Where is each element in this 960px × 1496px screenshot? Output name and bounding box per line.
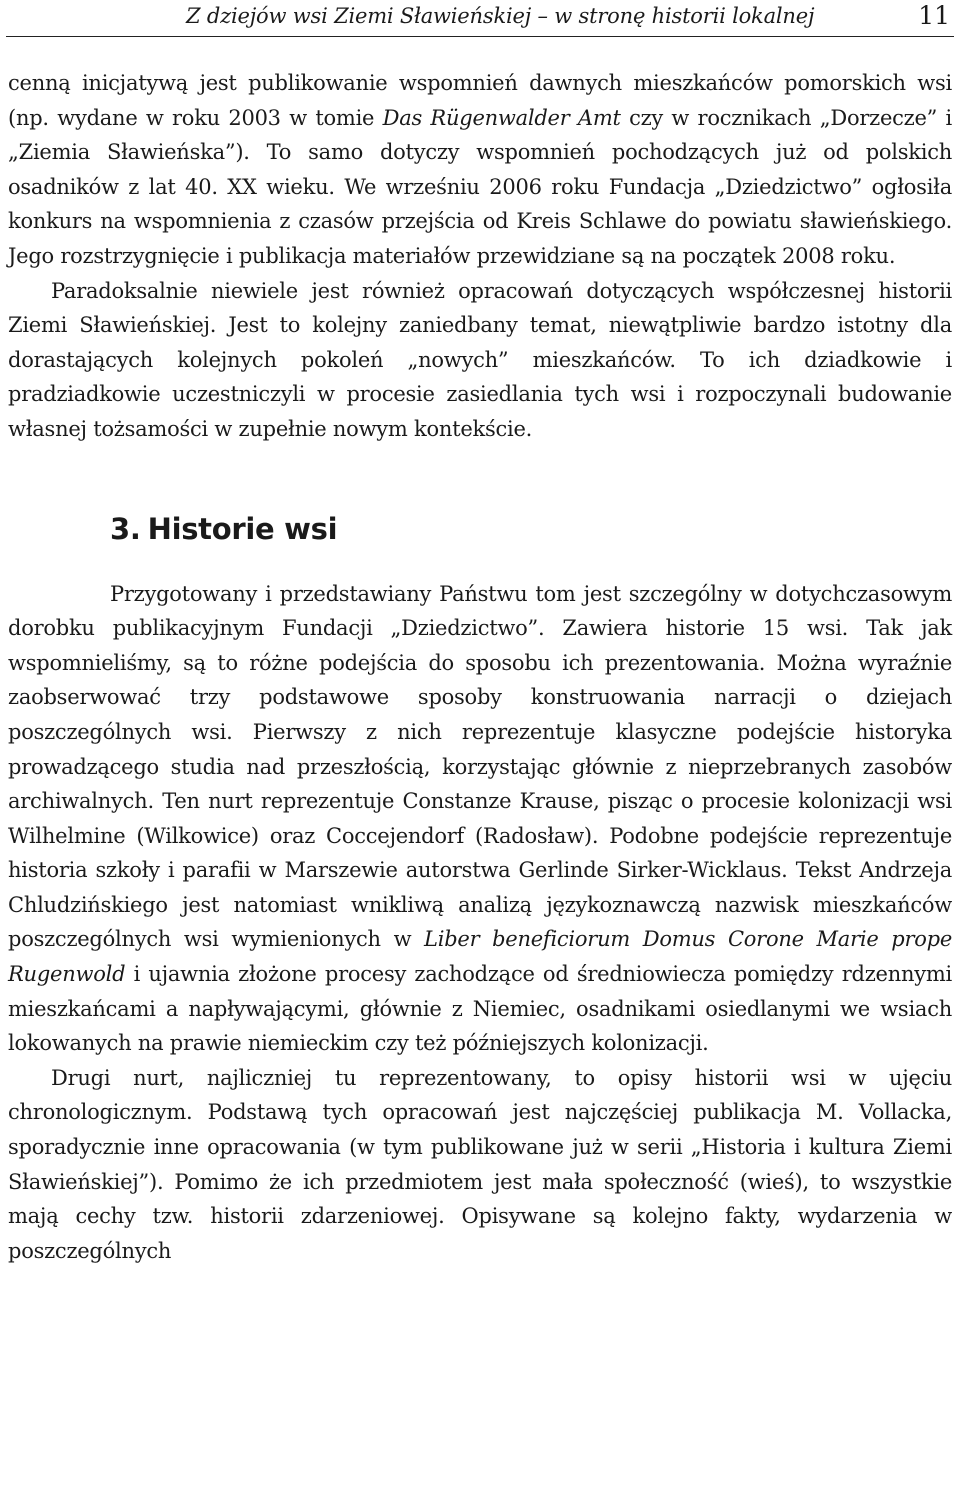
text-run: czy w rocznikach „Dorzecze” i „Ziemia Sławieńska”). To samo dotyczy wspomnień pochodzących już od polskich osadników z lat 40. XX wieku. We wrześniu 2006 roku Fundacja „Dziedzictwo” ogłosiła konkurs na wspomnienia z czasów przejścia od Kreis Schlawe do powiatu sławieńskiego. Jego rozstrzygnięcie i publikacja materiałów przewidziane są na początek 2008 roku. xyxy=(8,105,952,268)
section-title: Historie wsi xyxy=(147,511,338,546)
text-run: i ujawnia złożone procesy zachodzące od średniowiecza pomiędzy rdzennymi mieszkańcami a napływającymi, głównie z Niemiec, osadnikami osiedlanymi we wsiach lokowanych na prawie niemieckim czy też późniejszych kolonizacji. xyxy=(8,962,952,1056)
paragraph xyxy=(8,577,952,1061)
text-run: cenną inicjatywą jest publikowanie wspomnień dawnych mieszkańców pomorskich wsi (np. wydane w roku 2003 w tomie xyxy=(8,71,952,130)
section-number: 3. xyxy=(110,511,141,546)
page-body xyxy=(8,66,952,1268)
paragraph: Drugi nurt, najliczniej tu reprezentowany, to opisy historii wsi w ujęciu chronologicznym. Podstawą tych opracowań jest najczęściej publikacja M. Vollacka, sporadycznie inne opracowania (w tym publikowane już w serii „Historia i kultura Ziemi Sławieńskiej”). Pomimo że ich przedmiotem jest mała społeczność (wieś), to wszystkie mają cechy tzw. historii zdarzeniowej. Opisywane są kolejno fakty, wydarzenia w poszczególnych xyxy=(8,1065,952,1263)
paragraph xyxy=(8,66,952,274)
page-number: 11 xyxy=(918,1,950,30)
section-heading xyxy=(110,509,952,549)
italic-title: Liber beneficiorum Domus Corone Marie prope Rugenwold xyxy=(8,927,952,987)
italic-title: Das Rügenwalder Amt xyxy=(382,105,621,130)
header-title: Z dziejów wsi Ziemi Sławieńskiej – w stronę historii lokalnej xyxy=(186,4,815,28)
running-header xyxy=(6,0,954,37)
text-run: Przygotowany i przedstawiany Państwu tom jest szczególny w dotychczasowym dorobku publikacyjnym Fundacji „Dziedzictwo”. Zawiera historie 15 wsi. Tak jak wspomnieliśmy, są to różne podejścia do sposobu ich prezentowania. Można wyraźnie zaobserwować trzy podstawowe sposoby konstruowania narracji o dziejach poszczególnych wsi. Pierwszy z nich reprezentuje klasyczne podejście historyka prowadzącego studia nad przeszłością, korzystając głównie z nieprzebranych zasobów archiwalnych. Ten nurt reprezentuje Constanze Krause, pisząc o procesie kolonizacji wsi Wilhelmine (Wilkowice) oraz Coccejendorf (Radosław). Podobne podejście reprezentuje historia szkoły i parafii w Marszewie autorstwa Gerlinde Sirker-Wicklaus. Tekst Andrzeja Chludzińskiego jest natomiast wnikliwą analizą językoznawczą nazwisk mieszkańców poszczególnych wsi wymienionych w xyxy=(8,581,952,952)
paragraph: Paradoksalnie niewiele jest również opracowań dotyczących współczesnej historii Ziemi Sławieńskiej. Jest to kolejny zaniedbany temat, niewątpliwie bardzo istotny dla dorastających kolejnych pokoleń „nowych” mieszkańców. To ich dziadkowie i pradziadkowie uczestniczyli w procesie zasiedlania tych wsi i rozpoczynali budowanie własnej tożsamości w zupełnie nowym kontekście. xyxy=(8,278,952,441)
